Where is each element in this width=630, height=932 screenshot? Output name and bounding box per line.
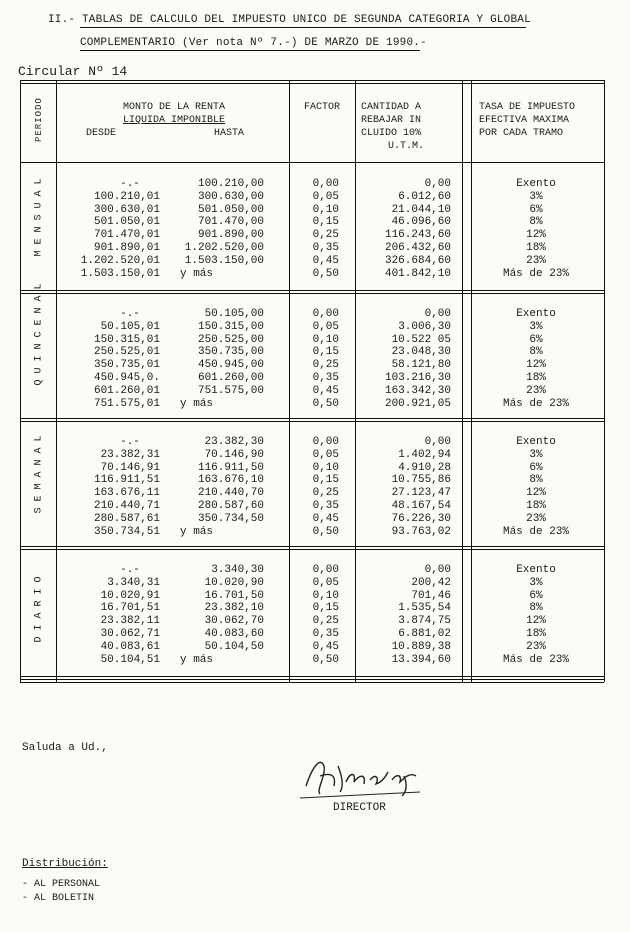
header-tasa: TASA DE IMPUESTO [479,102,576,113]
row-cantidad: 6.012,60 [398,190,451,203]
row-factor: 0,15 [312,474,339,487]
row-desde: 210.440,71 [93,500,160,512]
row-desde: 3.340,31 [107,576,160,589]
row-cantidad: 46.096,60 [391,216,451,229]
row-hasta: 163.676,10 [197,474,264,487]
row-factor: 0,05 [312,320,339,333]
row-hasta: 150.315,00 [197,320,264,333]
factor-column-divider [289,80,290,682]
header-monto: MONTO DE LA RENTA [122,102,226,113]
row-hasta: 30.062,70 [204,615,264,628]
row-hasta: 601.260,00 [197,372,264,384]
document-title-line1: II.- TABLAS DE CALCULO DEL IMPUESTO UNICO DE SEGUNDA CATEGORIA Y GLOBAL [48,14,531,26]
row-tasa: Exento [516,564,556,576]
row-desde: 16.701,51 [100,602,160,615]
row-cantidad: 58.121,80 [391,359,451,372]
row-factor: 0,50 [312,525,339,538]
header-cantidad: U.T.M. [387,141,424,152]
row-cantidad: 1.402,94 [398,448,451,461]
row-desde: 70.146,91 [100,461,160,474]
row-hasta: 1.202.520,00 [184,242,264,254]
row-tasa: 6% [529,461,543,474]
row-factor: 0,35 [312,628,339,640]
row-desde: 150.315,01 [93,333,160,346]
row-hasta: y más [180,525,214,538]
row-factor: 0,10 [312,461,339,474]
row-tasa: Más de 23% [502,653,569,666]
row-tasa: Más de 23% [502,525,569,538]
section-divider [20,290,604,294]
row-hasta: 3.340,30 [211,564,264,576]
row-tasa: 6% [529,589,543,602]
row-cantidad: 200.921,05 [384,397,451,410]
row-desde: -.- [120,564,140,576]
row-desde: 450.945,0. [93,372,160,384]
row-desde: 280.587,61 [93,512,160,525]
row-tasa: 18% [526,242,546,254]
row-hasta: y más [180,267,214,280]
row-factor: 0,10 [312,333,339,346]
row-hasta: 901.890,00 [197,229,264,242]
section-divider [20,546,604,550]
row-tasa: 18% [526,500,546,512]
row-hasta: 100.210,00 [197,178,264,190]
row-factor: 0,15 [312,216,339,229]
row-tasa: 23% [526,384,546,397]
row-tasa: 3% [529,576,543,589]
row-factor: 0,10 [312,589,339,602]
row-desde: -.- [120,436,140,448]
row-tasa: 18% [526,628,546,640]
row-tasa: 6% [529,203,543,216]
row-hasta: 16.701,50 [204,589,264,602]
row-cantidad: 6.881,02 [398,628,451,640]
row-desde: 300.630,01 [93,203,160,216]
row-cantidad: 200,42 [411,576,451,589]
period-label: DIARIO [33,569,45,642]
row-desde: 501.050,01 [93,216,160,229]
row-cantidad: 0,00 [424,564,451,576]
section-divider [20,676,604,680]
row-cantidad: 401.842,10 [384,267,451,280]
row-tasa: 23% [526,512,546,525]
period-label: QUINCENAL [33,276,45,385]
row-factor: 0,35 [312,500,339,512]
row-cantidad: 3.874,75 [398,615,451,628]
row-hasta: y más [180,653,214,666]
header-factor: FACTOR [303,102,340,113]
signer-title: DIRECTOR [333,802,386,814]
row-cantidad: 326.684,60 [384,254,451,267]
row-tasa: 12% [526,229,546,242]
row-hasta: 280.587,60 [197,500,264,512]
header-hasta: HASTA [214,128,245,139]
row-hasta: 116.911,50 [197,461,264,474]
row-hasta: 70.146,90 [204,448,264,461]
row-desde: 50.105,01 [100,320,160,333]
row-tasa: 8% [529,346,543,359]
row-desde: 601.260,01 [93,384,160,397]
row-tasa: Exento [516,308,556,320]
row-hasta: 40.083,60 [204,628,264,640]
row-hasta: 50.105,00 [204,308,264,320]
row-cantidad: 13.394,60 [391,653,451,666]
row-cantidad: 163.342,30 [384,384,451,397]
row-cantidad: 4.910,28 [398,461,451,474]
row-tasa: Exento [516,436,556,448]
row-factor: 0,15 [312,602,339,615]
row-tasa: 12% [526,615,546,628]
row-factor: 0,45 [312,640,339,653]
tasa-column-divider-2 [471,80,472,682]
row-tasa: Más de 23% [502,397,569,410]
cantidad-column-divider [355,80,356,682]
row-factor: 0,50 [312,397,339,410]
row-factor: 0,45 [312,384,339,397]
row-desde: 23.382,11 [100,615,160,628]
row-desde: 100.210,01 [93,190,160,203]
header-cantidad: CLUIDO 10% [361,128,422,139]
row-desde: -.- [120,308,140,320]
row-cantidad: 0,00 [424,178,451,190]
table-right-border [604,80,605,682]
row-cantidad: 701,46 [411,589,451,602]
row-desde: 701.470,01 [93,229,160,242]
distribution-label: Distribución: [22,858,108,870]
row-factor: 0,35 [312,242,339,254]
row-cantidad: 23.048,30 [391,346,451,359]
row-hasta: 501.050,00 [197,203,264,216]
row-tasa: 12% [526,487,546,500]
header-cantidad: REBAJAR IN [361,115,422,126]
row-tasa: 23% [526,640,546,653]
row-cantidad: 76.226,30 [391,512,451,525]
header-cantidad: CANTIDAD A [361,102,422,113]
distribution-item: - AL PERSONAL [22,879,101,890]
row-hasta: 450.945,00 [197,359,264,372]
document-title-line2: COMPLEMENTARIO (Ver nota Nº 7.-) DE MARZO DE 1990.- [80,37,427,49]
header-periodo: PERIODO [34,97,44,142]
row-desde: 40.083,61 [100,640,160,653]
row-tasa: 3% [529,190,543,203]
row-hasta: 350.734,50 [197,512,264,525]
row-tasa: 3% [529,448,543,461]
tasa-column-divider-1 [462,80,463,682]
period-label: MENSUAL [33,171,45,256]
row-factor: 0,50 [312,267,339,280]
row-factor: 0,00 [312,436,339,448]
row-factor: 0,25 [312,615,339,628]
title-underline-2 [80,50,420,51]
row-factor: 0,50 [312,653,339,666]
row-cantidad: 93.763,02 [391,525,451,538]
row-hasta: 1.503.150,00 [184,254,264,267]
director-signature [298,746,438,802]
row-tasa: 8% [529,474,543,487]
row-tasa: 23% [526,254,546,267]
row-desde: 50.104,51 [100,653,160,666]
row-cantidad: 10.889,38 [391,640,451,653]
row-cantidad: 10.755,86 [391,474,451,487]
row-cantidad: 1.535,54 [398,602,451,615]
row-hasta: 210.440,70 [197,487,264,500]
row-cantidad: 116.243,60 [384,229,451,242]
row-hasta: 10.020,90 [204,576,264,589]
row-hasta: 250.525,00 [197,333,264,346]
distribution-item: - AL BOLETIN [22,893,95,904]
header-desde: DESDE [86,128,117,139]
row-tasa: 6% [529,333,543,346]
row-factor: 0,45 [312,512,339,525]
period-column-divider [56,80,57,682]
row-factor: 0,00 [312,308,339,320]
row-cantidad: 3.006,30 [398,320,451,333]
row-desde: 163.676,11 [93,487,160,500]
row-hasta: 300.630,00 [197,190,264,203]
row-hasta: 23.382,10 [204,602,264,615]
row-desde: 23.382,31 [100,448,160,461]
row-cantidad: 0,00 [424,436,451,448]
row-tasa: 3% [529,320,543,333]
row-desde: 350.735,01 [93,359,160,372]
row-cantidad: 48.167,54 [391,500,451,512]
row-tasa: Más de 23% [502,267,569,280]
row-desde: 1.202.520,01 [80,254,160,267]
row-hasta: 751.575,00 [197,384,264,397]
row-factor: 0,10 [312,203,339,216]
row-factor: 0,00 [312,564,339,576]
row-tasa: Exento [516,178,556,190]
title-underline-1 [80,27,526,28]
row-factor: 0,25 [312,229,339,242]
row-factor: 0,45 [312,254,339,267]
row-cantidad: 0,00 [424,308,451,320]
row-tasa: 12% [526,359,546,372]
row-cantidad: 103.216,30 [384,372,451,384]
row-desde: 116.911,51 [93,474,160,487]
row-cantidad: 206.432,60 [384,242,451,254]
row-cantidad: 27.123,47 [391,487,451,500]
row-factor: 0,05 [312,448,339,461]
row-factor: 0,15 [312,346,339,359]
header-liquida: LIQUIDA IMPONIBLE [122,115,226,126]
row-tasa: 8% [529,602,543,615]
row-desde: -.- [120,178,140,190]
row-factor: 0,25 [312,487,339,500]
row-desde: 350.734,51 [93,525,160,538]
row-factor: 0,05 [312,190,339,203]
table-bottom-border [20,682,604,683]
row-desde: 250.525,01 [93,346,160,359]
row-hasta: 350.735,00 [197,346,264,359]
closing-greeting: Saluda a Ud., [22,742,108,754]
row-hasta: 50.104,50 [204,640,264,653]
header-tasa: EFECTIVA MAXIMA [479,115,570,126]
section-divider [20,418,604,422]
row-cantidad: 21.044,10 [391,203,451,216]
row-desde: 30.062,71 [100,628,160,640]
row-tasa: 18% [526,372,546,384]
header-bottom-border [20,162,604,163]
row-hasta: 701.470,00 [197,216,264,229]
circular-number: Circular Nº 14 [18,64,128,79]
row-factor: 0,00 [312,178,339,190]
row-desde: 1.503.150,01 [80,267,160,280]
row-cantidad: 10.522 05 [391,333,451,346]
row-hasta: y más [180,397,214,410]
period-label: SEMANAL [33,428,45,513]
row-hasta: 23.382,30 [204,436,264,448]
table-left-border [20,80,21,682]
row-desde: 901.890,01 [93,242,160,254]
table-top-border [20,80,604,84]
row-desde: 10.020,91 [100,589,160,602]
row-desde: 751.575,01 [93,397,160,410]
row-tasa: 8% [529,216,543,229]
row-factor: 0,25 [312,359,339,372]
header-tasa: POR CADA TRAMO [479,128,564,139]
row-factor: 0,35 [312,372,339,384]
row-factor: 0,05 [312,576,339,589]
